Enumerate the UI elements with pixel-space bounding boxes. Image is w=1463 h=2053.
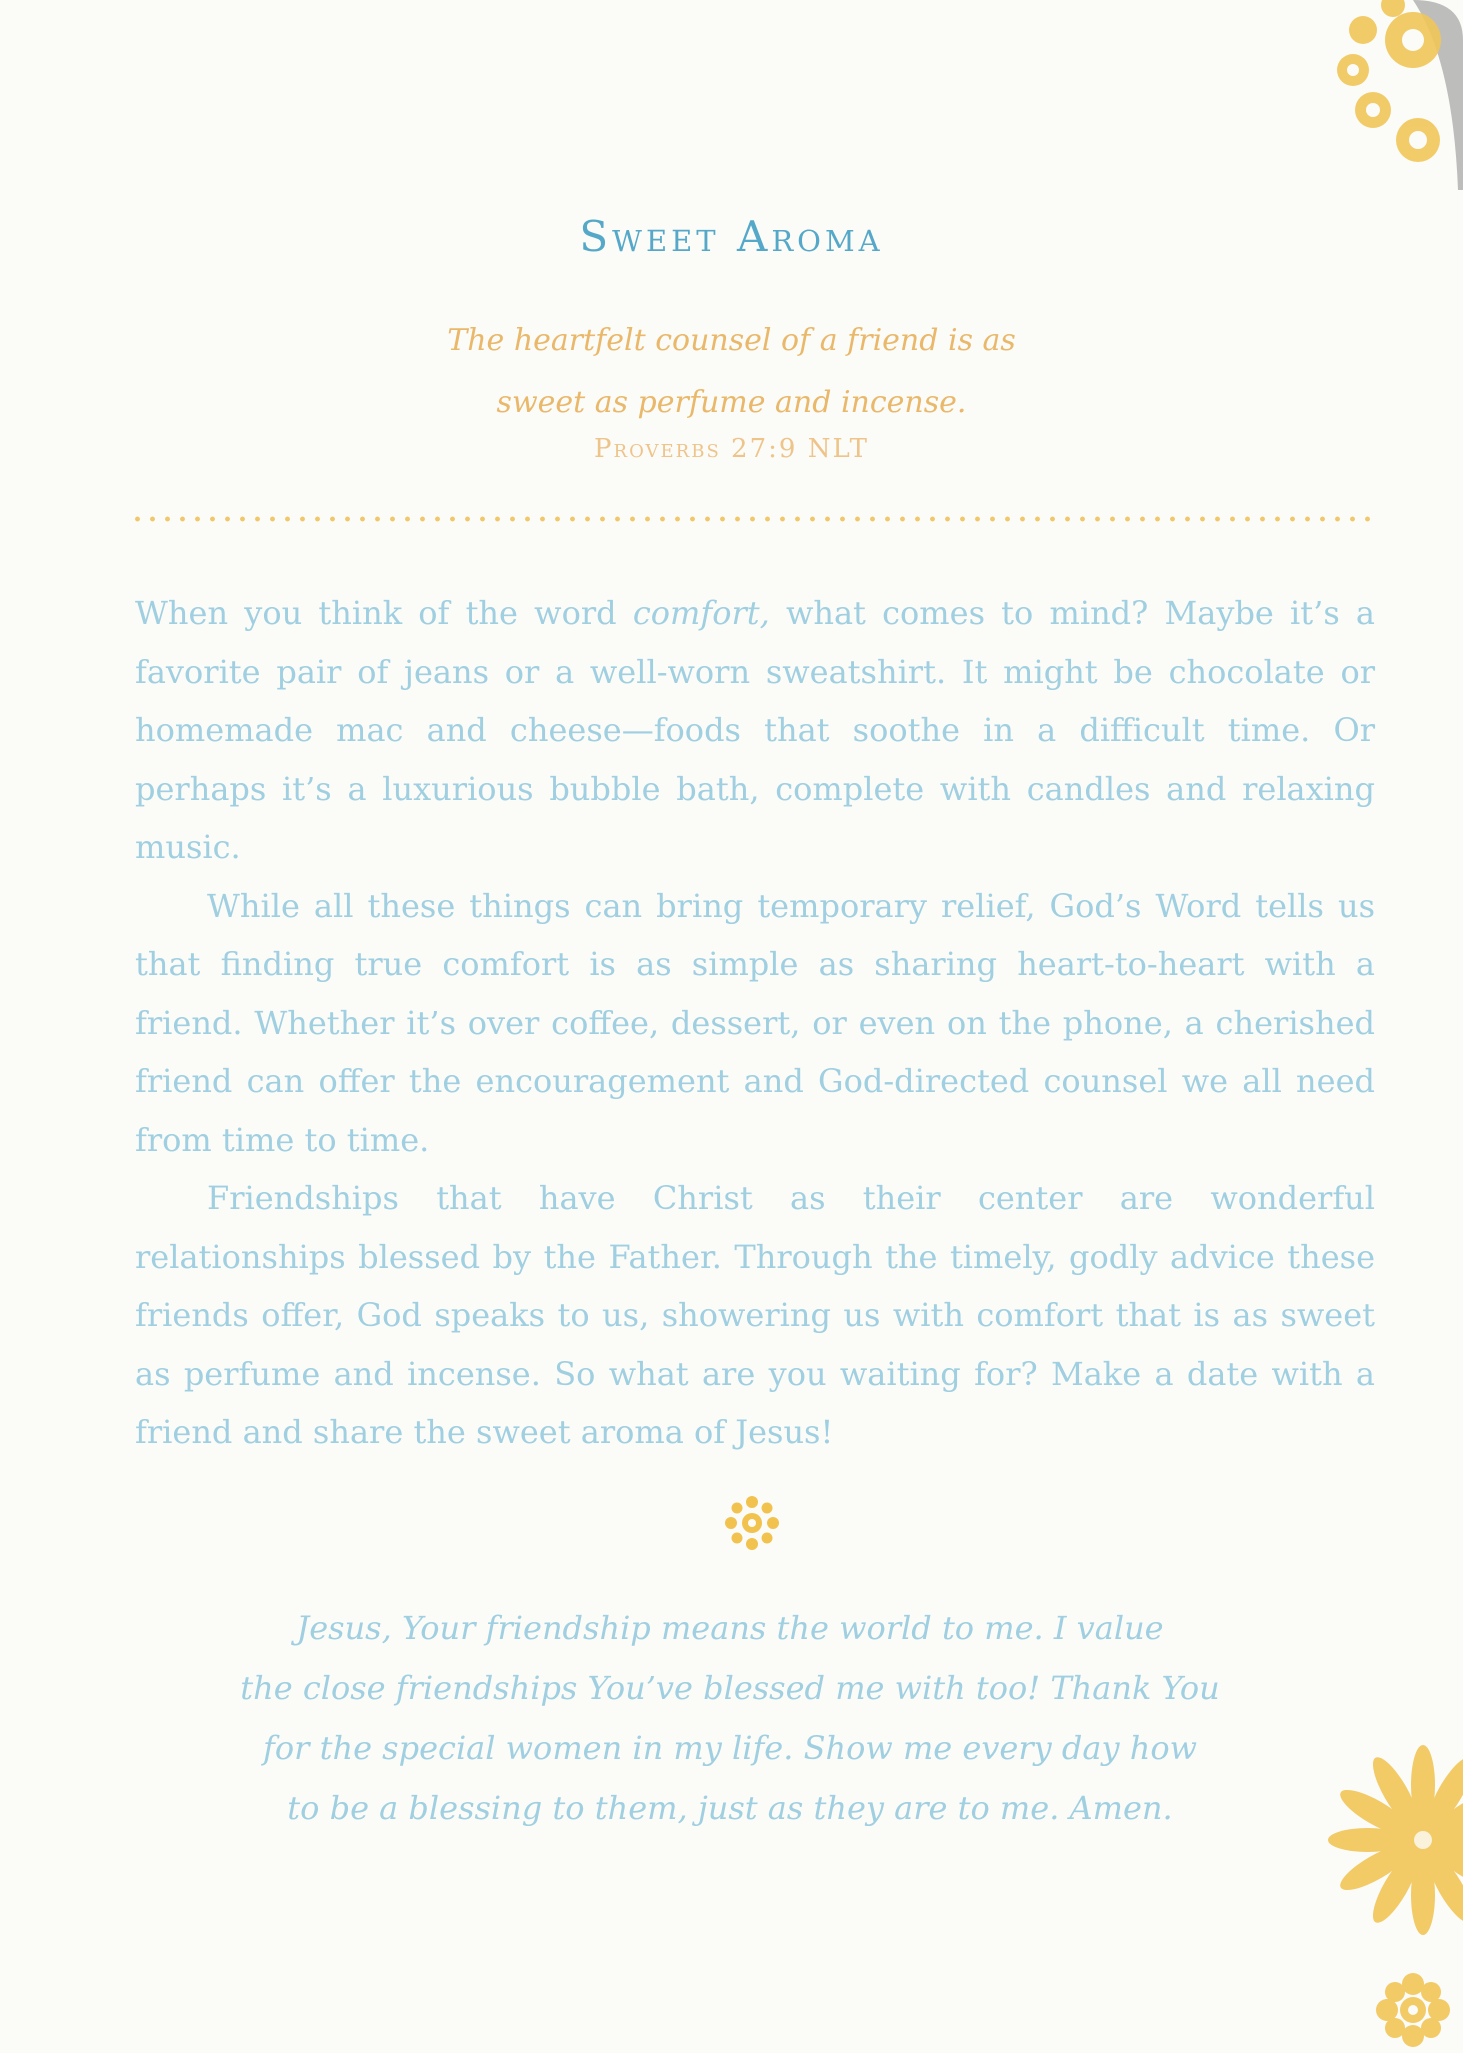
paragraph-2: While all these things can bring temporary relief, God’s Word tells us that finding true comfort is as simple as sharing heart-to-heart with a friend. Whether it’s over coffee, dessert, or even on the phone, a cherished friend can offer the encouragement and God-directed counsel we all need from time to time. [135,886,1375,1159]
emphasis-word: comfort, [632,594,770,632]
prayer-line: for the special women in my life. Show me every day how [263,1729,1197,1767]
verse-quote [0,310,1463,434]
flower-corner-bottom-icon [1313,1730,1463,2053]
page-title: Sweet Aroma [579,212,884,261]
verse-reference: Proverbs 27:9 NLT [594,434,869,464]
body-text [135,584,1375,1462]
verse-line: The heartfelt counsel of a friend is as [447,323,1016,358]
prayer [180,1598,1280,1838]
verse-line: sweet as perfume and incense. [496,385,967,420]
prayer-line: to be a blessing to them, just as they are to me. Amen. [287,1789,1173,1827]
prayer-line: the close friendships You’ve blessed me with too! Thank You [240,1669,1220,1707]
prayer-line: Jesus, Your friendship means the world to me. I value [296,1609,1164,1647]
dotted-divider [130,516,1380,522]
paragraph-1: When you think of the word comfort, what comes to mind? Maybe it’s a favorite pair of jeans or a well-worn sweatshirt. It might be chocolate or homemade mac and cheese—foods that soothe in a difficult time. Or perhaps it’s a luxurious bubble bath, complete with candles and relaxing music. [135,594,1376,866]
flower-corner-top-icon [1293,0,1463,190]
paragraph-3: Friendships that have Christ as their center are wonderful relationships blessed by the Father. Through the timely, godly advice these friends offer, God speaks to us, showering us with comfort that is as sweet as perfume and incense. So what are you waiting for? Make a date with a friend and share the sweet aroma of Jesus! [135,1179,1375,1451]
flower-ornament-icon [721,1492,783,1554]
